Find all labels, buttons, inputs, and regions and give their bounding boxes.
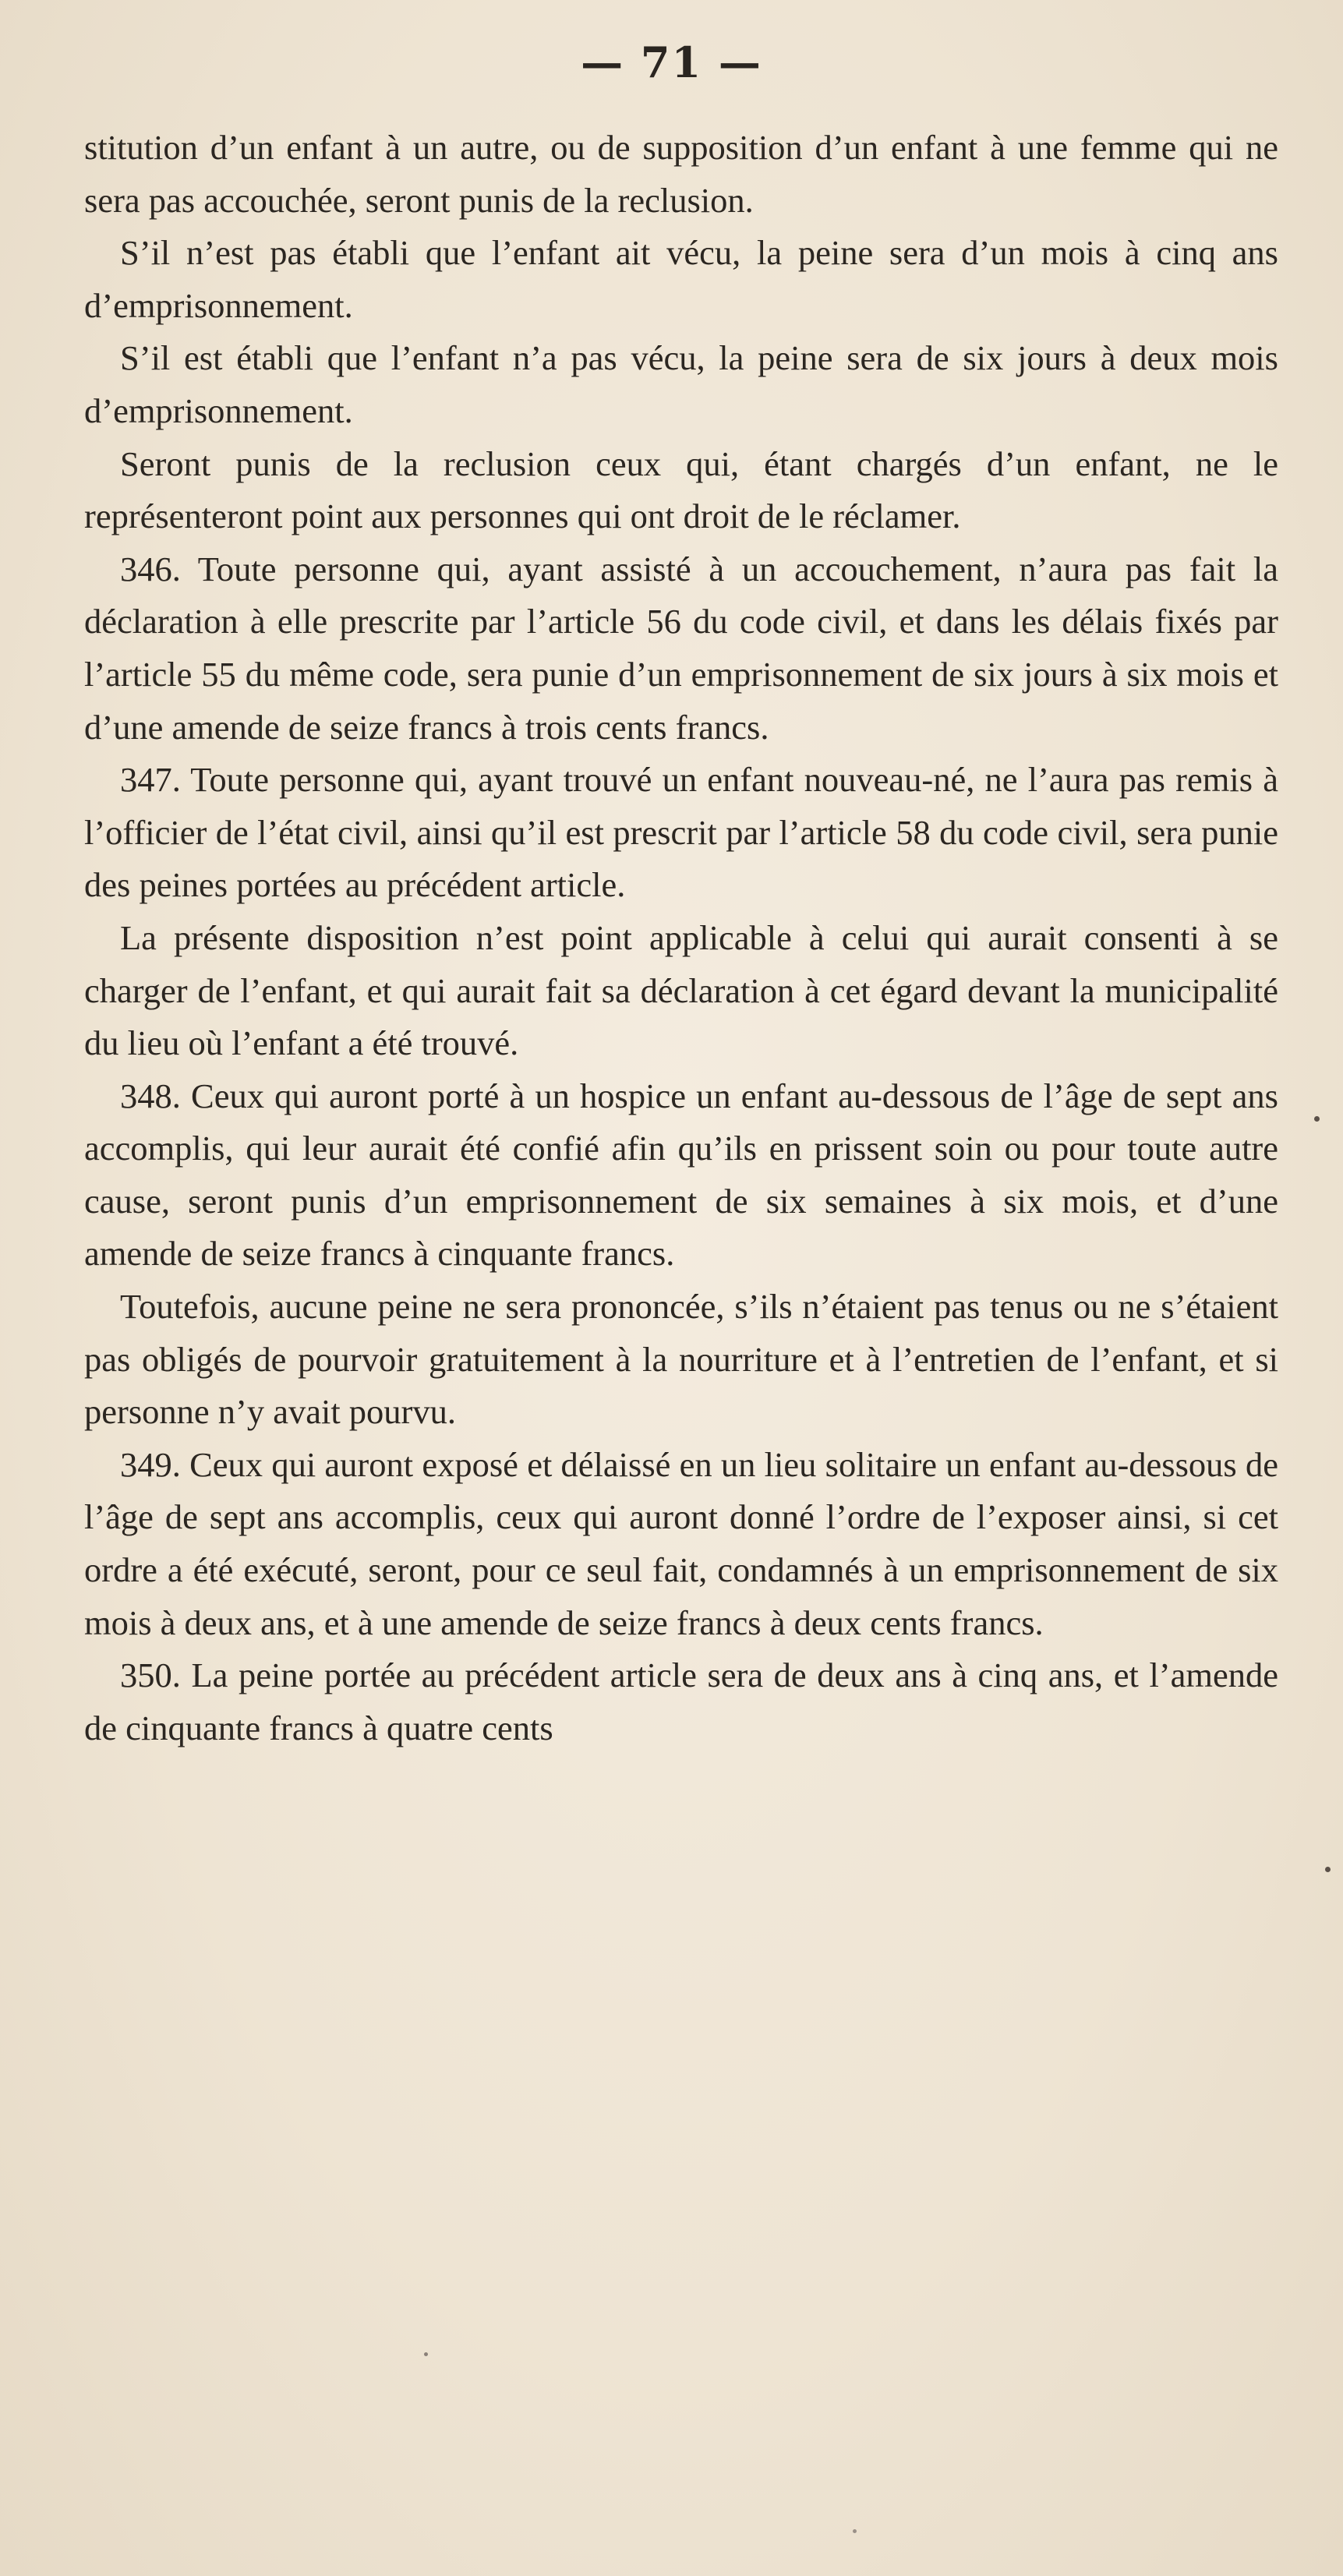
ink-speck <box>1325 1867 1331 1872</box>
ink-speck <box>1314 1116 1320 1122</box>
paragraph-4: Seront punis de la reclusion ceux qui, étant chargés d’un enfant, ne le représenteront point aux personnes qui ont droit de le réclamer. <box>84 443 1278 536</box>
article-349: 349. Ceux qui auront exposé et délaissé en un lieu solitaire un enfant au-dessous de l’âge de sept ans accomplis, ceux qui auront donné l’ordre de l’exposer ainsi, si cet ordre a été exécuté, seront, pour ce seul fait, condamnés à un emprisonnement de six mois à deux ans, et à une amende de seize francs à deux cents francs. <box>84 1444 1278 1642</box>
paragraph-2: S’il n’est pas établi que l’enfant ait vécu, la peine sera d’un mois à cinq ans d’emprisonnement. <box>84 233 1278 325</box>
article-347: 347. Toute personne qui, ayant trouvé un enfant nouveau-né, ne l’aura pas remis à l’officier de l’état civil, ainsi qu’il est prescrit par l’article 58 du code civil, sera punie des peines portées au précédent article. <box>84 760 1278 905</box>
ink-speck <box>424 2352 428 2356</box>
ink-speck <box>853 2529 857 2533</box>
paragraph-1: stitution d’un enfant à un autre, ou de supposition d’un enfant à une femme qui ne sera pas accouchée, seront punis de la reclusion. <box>84 128 1278 220</box>
paragraph-7: La présente disposition n’est point applicable à celui qui aurait consenti à se charger de l’enfant, et qui aurait fait sa déclaration à cet égard devant la municipalité du lieu où l’enfant a été trouvé. <box>84 917 1278 1063</box>
paragraph-9: Toutefois, aucune peine ne sera prononcée, s’ils n’étaient pas tenus ou ne s’étaient pas obligés de pourvoir gratuitement à la nourriture et à l’entretien de l’enfant, et si personne n’y avait pourvu. <box>84 1287 1278 1432</box>
paragraph-3: S’il est établi que l’enfant n’a pas vécu, la peine sera de six jours à deux mois d’emprisonnement. <box>84 338 1278 430</box>
page-number: — 71 — <box>581 37 762 87</box>
article-346: 346. Toute personne qui, ayant assisté à un accouchement, n’aura pas fait la déclaration à elle prescrite par l’article 56 du code civil, et dans les délais fixés par l’article 55 du même code, sera punie d’un emprisonnement de six jours à six mois et d’une amende de seize francs à trois cents francs. <box>84 549 1278 747</box>
article-348: 348. Ceux qui auront porté à un hospice un enfant au-dessous de l’âge de sept ans accomplis, qui leur aurait été confié afin qu’ils en prissent soin ou pour toute autre cause, seront punis d’un emprisonnement de six semaines à six mois, et d’une amende de seize francs à cinquante francs. <box>84 1076 1278 1274</box>
page-text <box>84 122 1278 1754</box>
article-350: 350. La peine portée au précédent article sera de deux ans à cinq ans, et l’amende de cinquante francs à quatre cents <box>84 1655 1278 1747</box>
